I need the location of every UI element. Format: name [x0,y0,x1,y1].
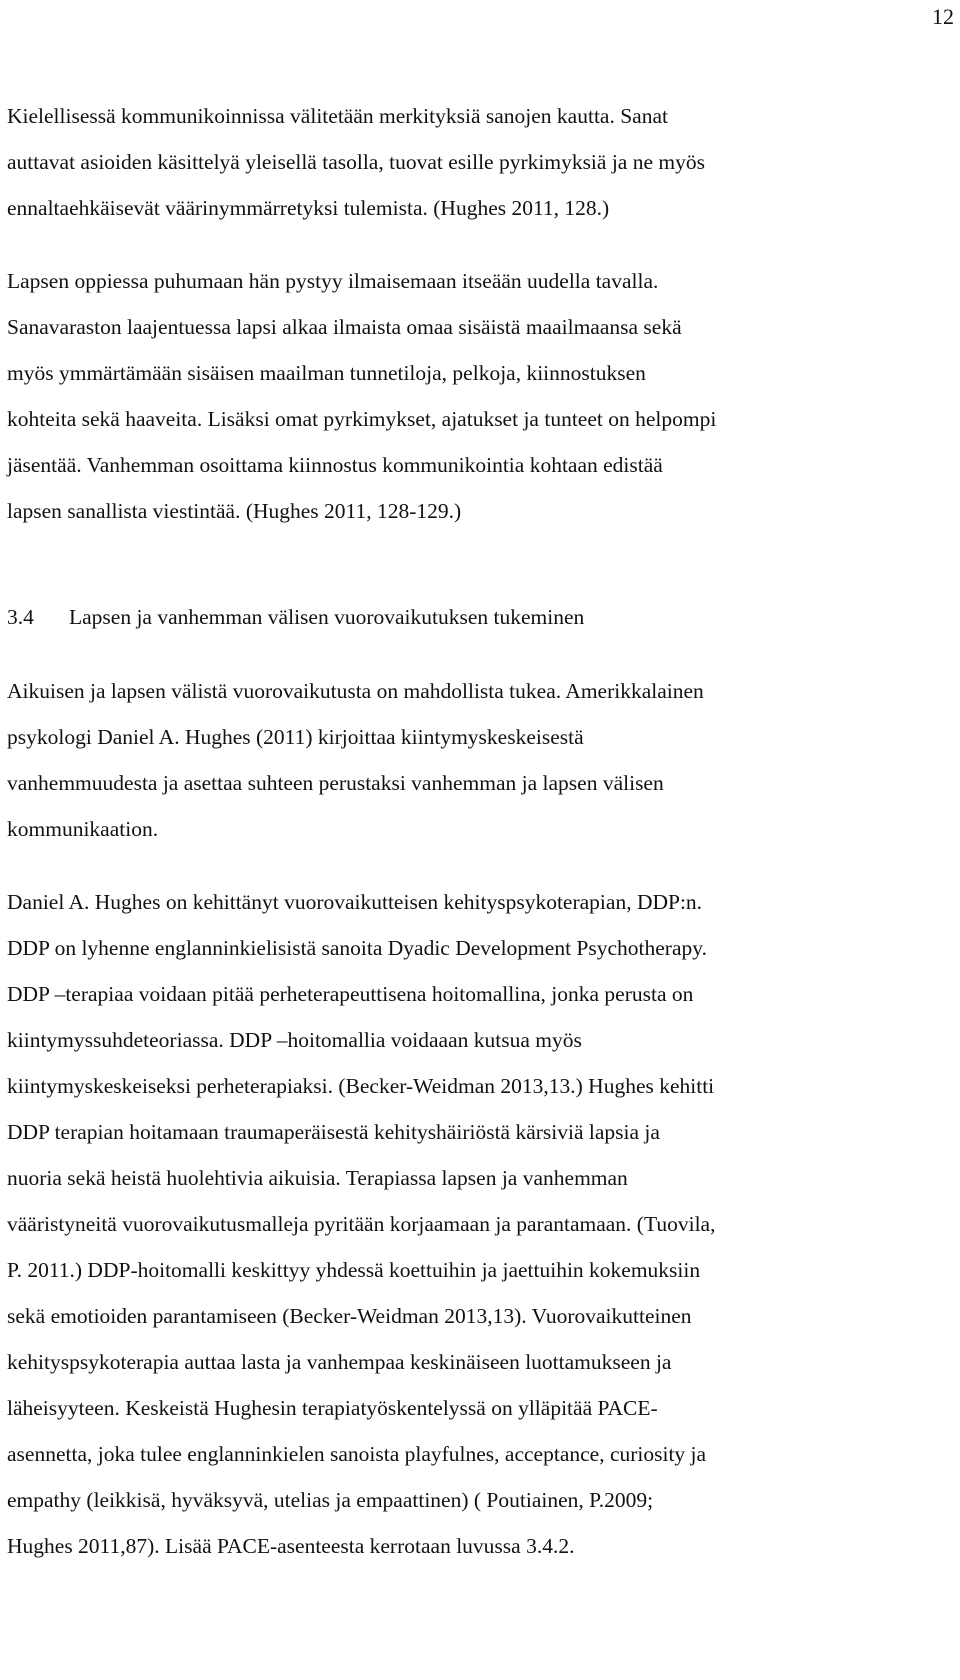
paragraph-4-line: Daniel A. Hughes on kehittänyt vuorovaikutteisen kehityspsykoterapian, DDP:n. [7,890,703,914]
section-number: 3.4 [7,605,34,629]
paragraph-4-line: sekä emotioiden parantamiseen (Becker-Weidman 2013,13). Vuorovaikutteinen [7,1304,692,1328]
paragraph-3-line: Aikuisen ja lapsen välistä vuorovaikutusta on mahdollista tukea. Amerikkalainen [7,679,704,703]
paragraph-4-line: P. 2011.) DDP-hoitomalli keskittyy yhdessä koettuihin ja jaettuihin kokemuksiin [7,1258,701,1282]
paragraph-4-line: Hughes 2011,87). Lisää PACE-asenteesta kerrotaan luvussa 3.4.2. [7,1534,575,1558]
paragraph-2-line: myös ymmärtämään sisäisen maailman tunnetiloja, pelkoja, kiinnostuksen [7,361,646,385]
paragraph-3-line: vanhemmuudesta ja asettaa suhteen perustaksi vanhemman ja lapsen välisen [7,771,664,795]
section-title: Lapsen ja vanhemman välisen vuorovaikutuksen tukeminen [69,605,585,629]
paragraph-4-line: DDP on lyhenne englanninkielisistä sanoita Dyadic Development Psychotherapy. [7,936,707,960]
paragraph-2-line: lapsen sanallista viestintää. (Hughes 2011, 128-129.) [7,499,462,523]
paragraph-2-line: Lapsen oppiessa puhumaan hän pystyy ilmaisemaan itseään uudella tavalla. [7,269,659,293]
paragraph-4-line: kiintymyssuhdeteoriassa. DDP –hoitomallia voidaaan kutsua myös [7,1028,582,1052]
paragraph-3-line: psykologi Daniel A. Hughes (2011) kirjoittaa kiintymyskeskeisestä [7,725,584,749]
paragraph-2-line: Sanavaraston laajentuessa lapsi alkaa ilmaista omaa sisäistä maailmaansa sekä [7,315,682,339]
paragraph-1-line: Kielellisessä kommunikoinnissa välitetään merkityksiä sanojen kautta. Sanat [7,104,668,128]
section-heading [7,602,584,632]
paragraph-1-line: ennaltaehkäisevät väärinymmärretyksi tulemista. (Hughes 2011, 128.) [7,196,610,220]
paragraph-4-line: vääristyneitä vuorovaikutusmalleja pyritään korjaamaan ja parantamaan. (Tuovila, [7,1212,716,1236]
paragraph-1-line: auttavat asioiden käsittelyä yleisellä tasolla, tuovat esille pyrkimyksiä ja ne myös [7,150,705,174]
paragraph-2-line: jäsentää. Vanhemman osoittama kiinnostus kommunikointia kohtaan edistää [7,453,663,477]
paragraph-3-line: kommunikaation. [7,817,159,841]
paragraph-4-line: asennetta, joka tulee englanninkielen sanoista playfulnes, acceptance, curiosity ja [7,1442,707,1466]
paragraph-4-line: kiintymyskeskeiseksi perheterapiaksi. (Becker-Weidman 2013,13.) Hughes kehitti [7,1074,715,1098]
paragraph-4-line: kehityspsykoterapia auttaa lasta ja vanhempaa keskinäiseen luottamukseen ja [7,1350,672,1374]
paragraph-4-line: DDP –terapiaa voidaan pitää perheterapeuttisena hoitomallina, jonka perusta on [7,982,694,1006]
paragraph-4-line: DDP terapian hoitamaan traumaperäisestä kehityshäiriöstä kärsiviä lapsia ja [7,1120,660,1144]
paragraph-2-line: kohteita sekä haaveita. Lisäksi omat pyrkimykset, ajatukset ja tunteet on helpompi [7,407,717,431]
paragraph-4-line: empathy (leikkisä, hyväksyvä, utelias ja empaattinen) ( Poutiainen, P.2009; [7,1488,654,1512]
paragraph-4-line: nuoria sekä heistä huolehtivia aikuisia. Terapiassa lapsen ja vanhemman [7,1166,628,1190]
page-number: 12 [932,4,954,29]
paragraph-4-line: läheisyyteen. Keskeistä Hughesin terapiatyöskentelyssä on ylläpitää PACE- [7,1396,658,1420]
